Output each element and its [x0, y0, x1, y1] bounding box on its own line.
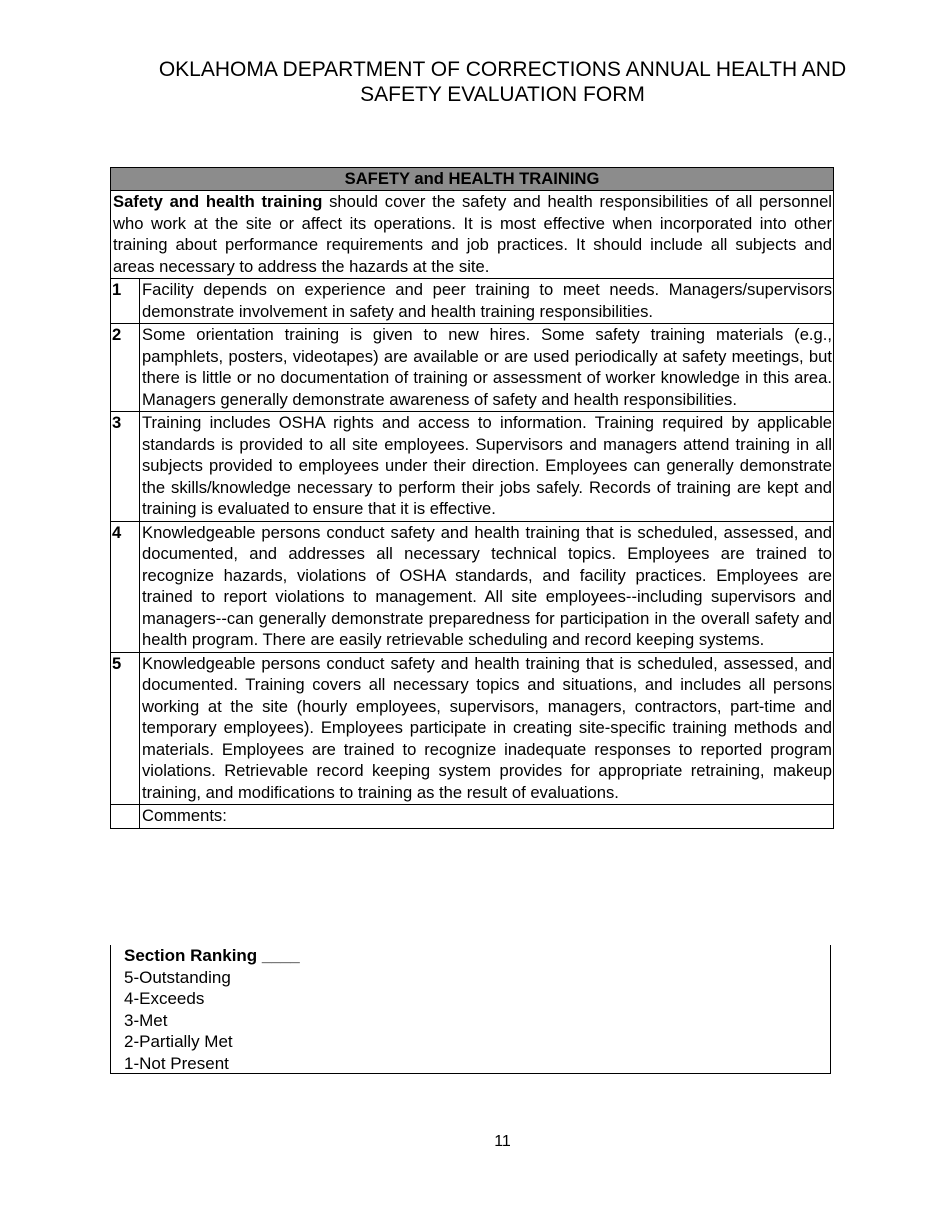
- ranking-option: 4-Exceeds: [124, 989, 205, 1008]
- section-ranking: [110, 945, 831, 1074]
- comments-row: [111, 805, 834, 829]
- level-row: [111, 521, 834, 652]
- section-ranking-title[interactable]: Section Ranking ____: [124, 946, 300, 965]
- level-number: 4: [111, 521, 140, 652]
- level-row: [111, 324, 834, 412]
- comments-field[interactable]: Comments:: [140, 805, 834, 829]
- section-header-row: [111, 168, 834, 191]
- level-description: Facility depends on experience and peer training to meet needs. Managers/supervisors demonstrate involvement in safety and health training responsibilities.: [140, 279, 834, 324]
- ranking-option: 3-Met: [124, 1010, 168, 1030]
- intro-row: [111, 191, 834, 279]
- level-description: Knowledgeable persons conduct safety and health training that is scheduled, assessed, and documented, and addresses all necessary technical topics. Employees are trained to recognize hazards, violations of OSHA standards, and facility practices. Employees are trained to report violations to management. All site employees--including supervisors and managers--can generally demonstrate preparedness for participation in the overall safety and health program. There are easily retrievable scheduling and record keeping systems.: [140, 521, 834, 652]
- page-number: 11: [494, 1133, 511, 1150]
- ranking-option: 1-Not Present: [124, 1053, 229, 1073]
- training-evaluation-table: [110, 167, 834, 829]
- ranking-option: 2-Partially Met: [124, 1032, 233, 1051]
- level-row: [111, 279, 834, 324]
- intro-text: should cover the safety and health responsibilities of all personnel who work at the site or affect its operations. It is most effective when incorporated into other training about performance requirements and job practices. It should include all subjects and areas necessary to address the hazards at the site.: [113, 192, 832, 276]
- document-title: OKLAHOMA DEPARTMENT OF CORRECTIONS ANNUAL HEALTH AND SAFETY EVALUATION FORM: [158, 58, 847, 106]
- comments-spacer: [111, 805, 140, 829]
- level-description: Some orientation training is given to new hires. Some safety training materials (e.g., pamphlets, posters, videotapes) are available or are used periodically at safety meetings, but there is little or no documentation of training or assessment of worker knowledge in this area. Managers generally demonstrate awareness of safety and health responsibilities.: [140, 324, 834, 412]
- intro-bold-term: Safety and health training: [113, 192, 323, 211]
- level-description: Knowledgeable persons conduct safety and health training that is scheduled, assessed, and documented. Training covers all necessary topics and situations, and includes all persons working at the site (hourly employees, supervisors, managers, contractors, part-time and temporary employees). Employees participate in creating site-specific training methods and materials. Employees are trained to recognize inadequate responses to reported program violations. Retrievable record keeping system provides for appropriate retraining, makeup training, and modifications to training as the result of evaluations.: [140, 652, 834, 805]
- level-row: [111, 652, 834, 805]
- level-number: 1: [111, 279, 140, 324]
- level-number: 5: [111, 652, 140, 805]
- level-description: Training includes OSHA rights and access to information. Training required by applicable standards is provided to all site employees. Supervisors and managers attend training in all subjects provided to employees under their direction. Employees can generally demonstrate the skills/knowledge necessary to perform their jobs safely. Records of training are kept and training is evaluated to ensure that it is effective.: [140, 412, 834, 522]
- section-intro: [111, 191, 834, 279]
- level-row: [111, 412, 834, 522]
- section-header: SAFETY and HEALTH TRAINING: [111, 168, 834, 191]
- level-number: 2: [111, 324, 140, 412]
- level-number: 3: [111, 412, 140, 522]
- ranking-option: 5-Outstanding: [124, 967, 231, 987]
